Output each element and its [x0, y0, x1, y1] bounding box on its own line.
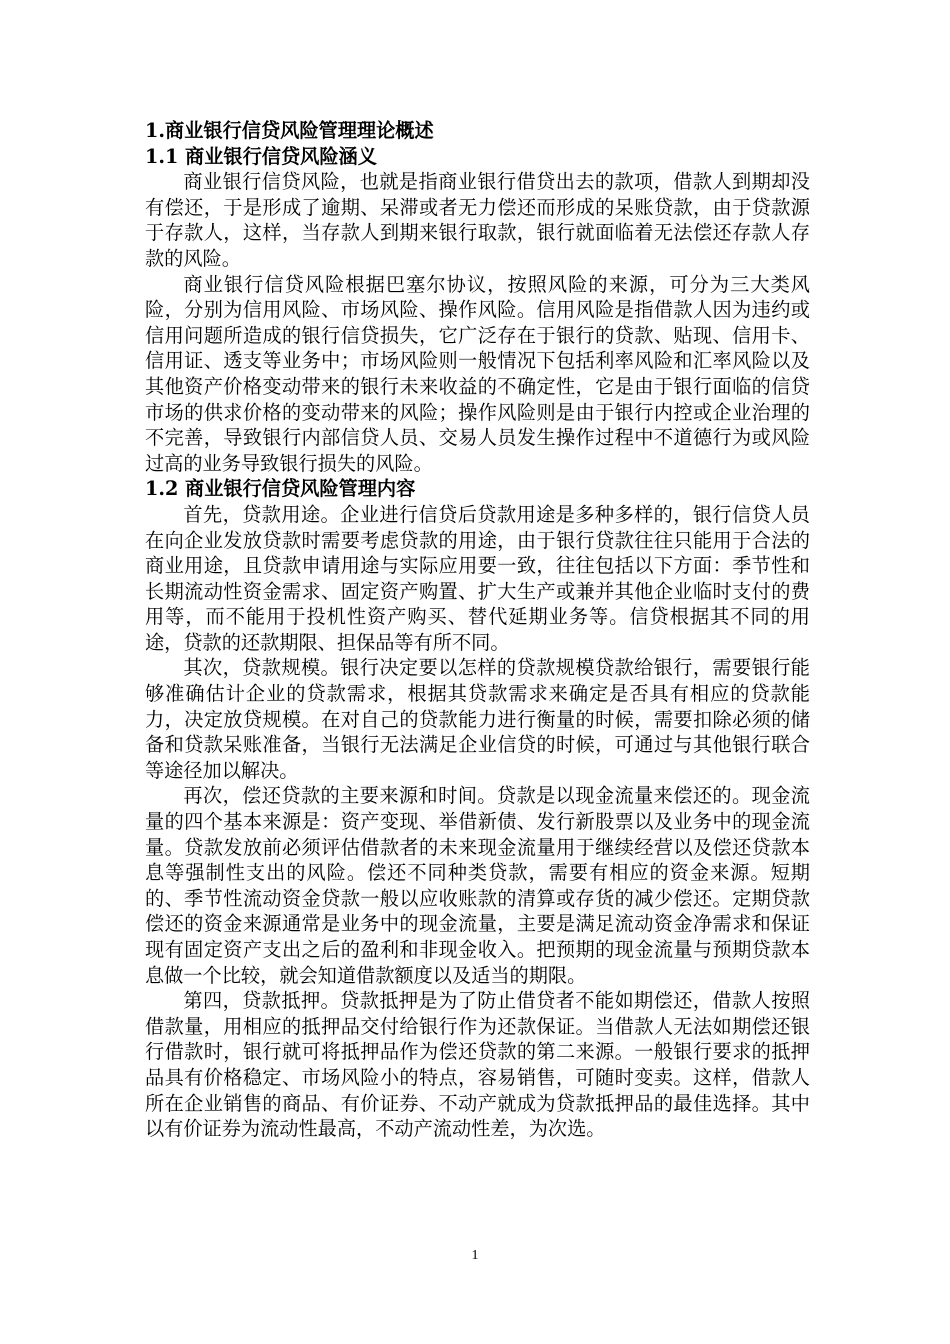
document-body — [145, 118, 810, 1142]
paragraph: 第四，贷款抵押。贷款抵押是为了防止借贷者不能如期偿还，借款人按照借款量，用相应的抵押品交付给银行作为还款保证。当借款人无法如期偿还银行借款时，银行就可将抵押品作为偿还贷款的第二来源。一般银行要求的抵押品具有价格稳定、市场风险小的特点，容易销售，可随时变卖。这样，借款人所在企业销售的商品、有价证券、不动产就成为贷款抵押品的最佳选择。其中以有价证券为流动性最高，不动产流动性差，为次选。 — [145, 989, 810, 1141]
section-heading-1-2: 1.2 商业银行信贷风险管理内容 — [145, 477, 416, 501]
paragraph: 商业银行信贷风险，也就是指商业银行借贷出去的款项，借款人到期却没有偿还，于是形成了逾期、呆滞或者无力偿还而形成的呆账贷款，由于贷款源于存款人，这样，当存款人到期来银行取款，银行就面临着无法偿还存款人存款的风险。 — [145, 170, 810, 270]
chapter-heading: 1.商业银行信贷风险管理理论概述 — [145, 119, 434, 142]
section-heading-1-1: 1.1 商业银行信贷风险涵义 — [145, 144, 377, 168]
paragraph: 再次，偿还贷款的主要来源和时间。贷款是以现金流量来偿还的。现金流量的四个基本来源是：资产变现、举借新债、发行新股票以及业务中的现金流量。贷款发放前必须评估借款者的未来现金流量用于继续经营以及偿还贷款本息等强制性支出的风险。偿还不同种类贷款，需要有相应的资金来源。短期的、季节性流动资金贷款一般以应收账款的清算或存货的减少偿还。定期贷款偿还的资金来源通常是业务中的现金流量，主要是满足流动资金净需求和保证现有固定资产支出之后的盈利和非现金收入。把预期的现金流量与预期贷款本息做一个比较，就会知道借款额度以及适当的期限。 — [145, 784, 810, 987]
page-number: 1 — [471, 1248, 479, 1263]
paragraph: 其次，贷款规模。银行决定要以怎样的贷款规模贷款给银行，需要银行能够准确估计企业的贷款需求，根据其贷款需求来确定是否具有相应的贷款能力，决定放贷规模。在对自己的贷款能力进行衡量的时候，需要扣除必须的储备和贷款呆账准备，当银行无法满足企业信贷的时候，可通过与其他银行联合等途径加以解决。 — [145, 656, 810, 782]
paragraph: 商业银行信贷风险根据巴塞尔协议，按照风险的来源，可分为三大类风险，分别为信用风险、市场风险、操作风险。信用风险是指借款人因为违约或信用问题所造成的银行信贷损失，它广泛存在于银行的贷款、贴现、信用卡、信用证、透支等业务中；市场风险则一般情况下包括利率风险和汇率风险以及其他资产价格变动带来的银行未来收益的不确定性，它是由于银行面临的信贷市场的供求价格的变动带来的风险；操作风险则是由于银行内控或企业治理的不完善，导致银行内部信贷人员、交易人员发生操作过程中不道德行为或风险过高的业务导致银行损失的风险。 — [145, 272, 810, 475]
paragraph: 首先，贷款用途。企业进行信贷后贷款用途是多种多样的，银行信贷人员在向企业发放贷款时需要考虑贷款的用途，由于银行贷款往往只能用于合法的商业用途，且贷款申请用途与实际应用要一致，往往包括以下方面：季节性和长期流动性资金需求、固定资产购置、扩大生产或兼并其他企业临时支付的费用等，而不能用于投机性资产购买、替代延期业务等。信贷根据其不同的用途，贷款的还款期限、担保品等有所不同。 — [145, 502, 810, 654]
